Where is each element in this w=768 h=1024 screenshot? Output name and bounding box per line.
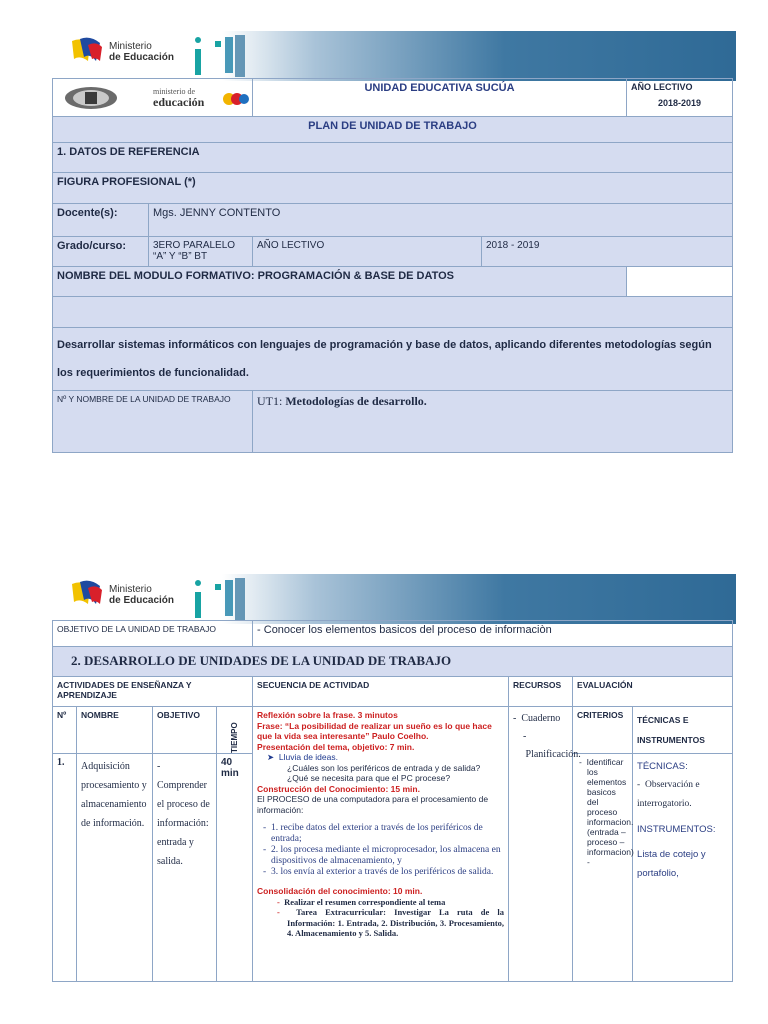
row-tiempo: 40 min bbox=[217, 754, 253, 982]
banner-top bbox=[52, 31, 736, 81]
blank-row bbox=[53, 297, 733, 328]
ministerio-logo-icon bbox=[70, 37, 104, 63]
consolidacion-1: - Realizar el resumen correspondiente al tema bbox=[277, 896, 446, 907]
docente-label: Docente(s): bbox=[53, 204, 149, 237]
h-tiempo: TIEMPO bbox=[217, 707, 253, 754]
recursos-cell bbox=[509, 707, 581, 982]
unidad-label: Nº Y NOMBRE DE LA UNIDAD DE TRABAJO bbox=[53, 391, 253, 453]
criterio-cell bbox=[573, 754, 633, 982]
plan-table-2 bbox=[52, 620, 732, 982]
col-evaluacion: EVALUACIÓN bbox=[573, 677, 733, 707]
row-nombre: Adquisición procesamiento y almacenamiento de información. bbox=[77, 754, 153, 982]
row-objetivo: - Comprender el proceso de información: entrada y salida. bbox=[153, 754, 217, 982]
ministerio-text: Ministerio de Educación bbox=[109, 41, 175, 63]
objetivo-unidad-value: - Conocer los elementos basicos del proceso de informaciòn bbox=[253, 621, 733, 647]
step-2: - 2. los procesa mediante el microprocesador, los almacena en dispositivos de almacenamiento, y bbox=[263, 845, 501, 866]
banner-band bbox=[222, 31, 736, 81]
ministerio-text: Ministerio de Educación bbox=[109, 584, 175, 606]
school-seal-icon bbox=[61, 85, 121, 111]
school-name: UNIDAD EDUCATIVA SUCÚA bbox=[253, 79, 627, 117]
question-1: ¿Cuáles son los periféricos de entrada y de salida? bbox=[287, 762, 481, 773]
tecnicas-label: TÉCNICAS: bbox=[637, 761, 688, 772]
h-objetivo: OBJETIVO bbox=[153, 707, 217, 754]
objetivo-general: Desarrollar sistemas informáticos con lenguajes de programación y base de datos, aplicando diferentes metodologías según los requerimientos de funcionalidad. bbox=[53, 328, 733, 391]
col-actividades: ACTIVIDADES DE ENSEÑANZA Y APRENDIZAJE bbox=[53, 677, 253, 707]
teal-i-icon bbox=[187, 578, 247, 620]
frase: Frase: “La posibilidad de realizar un sueño es lo que hace que la vida sea interesante” Paulo Coelho. bbox=[257, 720, 492, 741]
plan-title: PLAN DE UNIDAD DE TRABAJO bbox=[53, 117, 733, 143]
h-num: Nº bbox=[53, 707, 77, 754]
educacion-badge-icon bbox=[223, 91, 249, 107]
tecnicas-cell bbox=[633, 754, 733, 982]
criterio-dash: - bbox=[587, 857, 590, 867]
lluvia: ➤ Lluvia de ideas. bbox=[267, 752, 338, 762]
h-nombre: NOMBRE bbox=[77, 707, 153, 754]
recurso-2: - Planificación. bbox=[523, 731, 581, 760]
ministerio-logo-icon bbox=[70, 580, 104, 606]
teal-i-icon bbox=[187, 35, 247, 77]
consolidacion: Consolidación del conocimiento: 10 min. bbox=[257, 886, 423, 896]
year-cell bbox=[627, 79, 733, 117]
banner-band bbox=[222, 574, 736, 624]
educacion-logo: ministerio de educación bbox=[153, 87, 205, 109]
question-2: ¿Qué se necesita para que el PC procese? bbox=[287, 773, 451, 783]
step-1: - 1. recibe datos del exterior a través de los periféricos de entrada; bbox=[263, 823, 483, 844]
col-secuencia: SECUENCIA DE ACTIVIDAD bbox=[253, 677, 509, 707]
banner-bottom bbox=[52, 574, 736, 624]
construccion: Construcción del Conocimiento: 15 min. bbox=[257, 783, 420, 794]
modulo-formativo: NOMBRE DEL MODULO FORMATIVO: PROGRAMACIÓN & BASE DE DATOS bbox=[53, 267, 627, 297]
unidad-value: UT1: Metodologías de desarrollo. bbox=[253, 391, 733, 453]
col-recursos: RECURSOS bbox=[509, 677, 573, 707]
grado-label: Grado/curso: bbox=[53, 237, 149, 267]
section-title: 2. DESARROLLO DE UNIDADES DE LA UNIDAD DE TRABAJO bbox=[53, 647, 733, 677]
row-num: 1. bbox=[53, 754, 77, 982]
reflexion: Reflexión sobre la frase. 3 minutos bbox=[257, 710, 398, 720]
datos-referencia: 1. DATOS DE REFERENCIA bbox=[53, 143, 733, 173]
anio-value: 2018 - 2019 bbox=[482, 237, 733, 267]
tecnicas-value: - Observación e interrogatorio. bbox=[637, 780, 700, 809]
secuencia-cell bbox=[253, 707, 509, 982]
consolidacion-2: - Tarea Extracurricular: Investigar La ruta de la Información: 1. Entrada, 2. Distribución, 3. Procesamiento, 4. Almacenamiento y 5. Salida. bbox=[277, 907, 505, 938]
criterio-1: - Identificar los elementos basicos del proceso informacion. (entrada – proceso – informacion) bbox=[579, 757, 634, 857]
figura-profesional: FIGURA PROFESIONAL (*) bbox=[53, 173, 733, 204]
anio-label: AÑO LECTIVO bbox=[253, 237, 482, 267]
year-label: AÑO LECTIVO bbox=[631, 82, 693, 92]
modulo-empty bbox=[627, 267, 733, 297]
plan-table-1 bbox=[52, 78, 732, 453]
instrumentos-label: INSTRUMENTOS: bbox=[637, 824, 716, 835]
proceso: El PROCESO de una computadora para el procesamiento de información: bbox=[257, 794, 489, 815]
h-criterios: CRITERIOS bbox=[573, 707, 633, 754]
grado-value: 3ERO PARALELO “A” Y “B” BT bbox=[149, 237, 253, 267]
objetivo-unidad-label: OBJETIVO DE LA UNIDAD DE TRABAJO bbox=[53, 621, 253, 647]
h-tecnicas: TÉCNICAS E INSTRUMENTOS bbox=[633, 707, 733, 754]
docente-value: Mgs. JENNY CONTENTO bbox=[149, 204, 733, 237]
recurso-1: - Cuaderno bbox=[513, 713, 561, 724]
logos-cell bbox=[53, 79, 253, 117]
step-3: - 3. los envía al exterior a través de los periféricos de salida. bbox=[263, 867, 494, 877]
year-value: 2018-2019 bbox=[657, 98, 702, 108]
instrumentos-value: Lista de cotejo y portafolio, bbox=[637, 849, 706, 879]
presentacion: Presentación del tema, objetivo: 7 min. bbox=[257, 741, 415, 752]
